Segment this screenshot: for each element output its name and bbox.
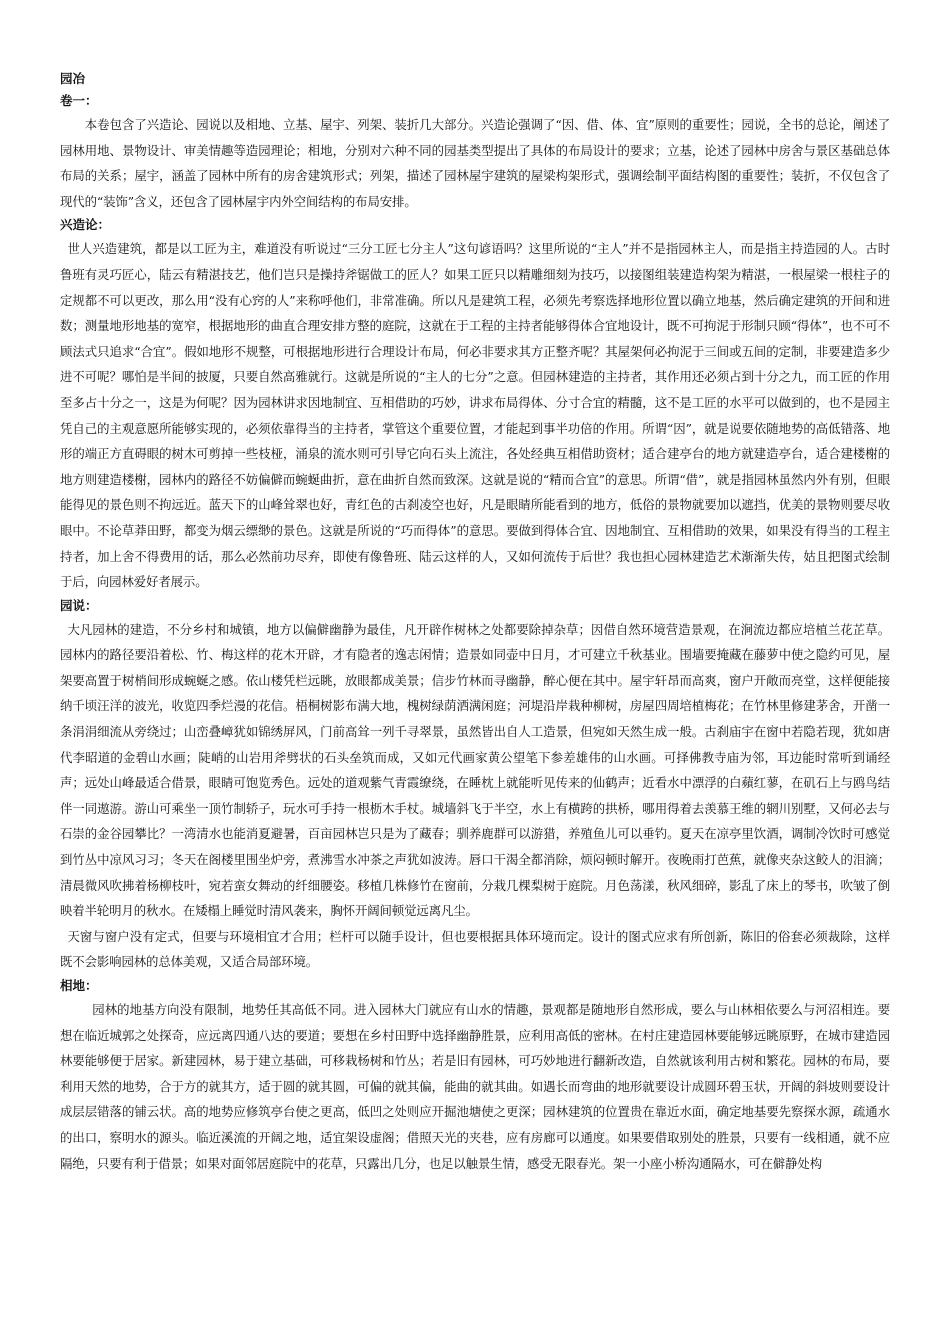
section-xiangdi — [60, 975, 890, 1176]
section-xingzaolun — [60, 214, 890, 594]
section-yuanshuo — [60, 595, 890, 975]
section-juan-yi — [60, 90, 890, 214]
section-heading: 兴造论： — [60, 217, 111, 233]
body-paragraph: 世人兴造建筑，都是以工匠为主，难道没有听说过“三分工匠七分主人”这句谚语吗？这里所说的“主人”并不是指园林主人，而是指主持造园的人。古时鲁班有灵巧匠心，陆云有精湛技艺，他们岂只是操持斧锯做工的匠人？如果工匠只以精雕细刻为技巧，以接图组装建造构架为精湛，一根屋梁一根柱子的定规都不可以更改，那么用“没有心窍的人”来称呼他们，非常准确。所以凡是建筑工程，必须先考察选择地形位置以确立地基，然后确定建筑的开间和进数；测量地形地基的宽窄，根据地形的曲直合理安排方整的庭院，这就在于工程的主持者能够得体合宜地设计，既不可拘泥于形制只顾“得体”，也不可不顾法式只追求“合宜”。假如地形不规整，可根据地形进行合理设计布局，何必非要求其方正整齐呢？其屋架何必拘泥于三间或五间的定制，非要建造多少进不可呢？哪怕是半间的披厦，只要自然高雅就行。这就是所说的“主人的七分”之意。但园林建造的主持者，其作用还必须占到十分之九，而工匠的作用至多占十分之一，这是为何呢？因为园林讲求因地制宜、互相借助的巧妙，讲求布局得体、分寸合宜的精髓，这不是工匠的水平可以做到的，也不是园主凭自己的主观意愿所能够实现的，必须依靠得当的主持者，掌管这个重要位置，才能起到事半功倍的作用。所谓“因”，就是说要依随地势的高低错落、地形的端正方直碍眼的树木可剪掉一些枝桠，涌泉的流水则可引导它向石头上流注，各处经典互相借助资材；适合建亭台的地方就建造亭台，适合建楼榭的地方则建造楼榭，园林内的路径不妨偏僻而蜿蜒曲折，意在曲折自然而致深。这就是说的“精而合宜”的意思。所谓“借”，就是指园林虽然内外有别，但眼能得见的景色则不拘远近。蓝天下的山峰耸翠也好，青红色的古刹凌空也好，凡是眼睛所能看到的地方，低俗的景物就要加以遮挡，优美的景物则要尽收眼中。不论草莽田野，都变为烟云缥缈的景色。这就是所说的“巧而得体”的意思。要做到得体合宜、因地制宜、互相借助的效果，如果没有得当的工程主持者，加上舍不得费用的话，那么必然前功尽弃，即使有像鲁班、陆云这样的人，又如何流传于后世？我也担心园林建造艺术渐渐失传，姑且把图式绘制于后，向园林爱好者展示。 — [60, 241, 891, 590]
body-paragraph: 园林的地基方向没有限制，地势任其高低不同。进入园林大门就应有山水的情趣，景观都是随地形自然形成，要么与山林相依要么与河沼相连。要想在临近城郭之处探奇，应远离四通八达的要道；要想在乡村田野中选择幽静胜景，应利用高低的密林。在村庄建造园林要能够远眺原野，在城市建造园林要能够便于居家。新建园林，易于建立基础，可移栽杨树和竹丛；若是旧有园林，可巧妙地进行翻新改造，自然就该利用古树和繁花。园林的布局，要利用天然的地势，合于方的就其方，适于圆的就其圆，可偏的就其偏，能曲的就其曲。如遇长而弯曲的地形就要设计成圆环碧玉状，开阔的斜坡则要设计成层层错落的铺云状。高的地势应修筑亭台使之更高，低凹之处则应开掘池塘使之更深；园林建筑的位置贵在靠近水面，确定地基要先察探水源，疏通水的出口，察明水的源头。临近溪流的开阔之地，适宜架设虚阁；借照天光的夹巷，应有房廊可以通度。如果要借取别处的胜景，只要有一线相通，就不应隔绝，只要有利于借景；如果对面邻居庭院中的花草，只露出几分，也足以触景生情，感受无限春光。架一小座小桥沟通隔水，可在僻静处构 — [60, 1002, 890, 1171]
body-paragraph: 本卷包含了兴造论、园说以及相地、立基、屋宇、列架、装折几大部分。兴造论强调了“因、借、体、宜”原则的重要性；园说，全书的总论，阐述了园林用地、景物设计、审美情趣等造园理论；相地，分别对六种不同的园基类型提出了具体的布局设计的要求；立基，论述了园林中房舍与景区基础总体布局的关系；屋宇，涵盖了园林中所有的房舍建筑形式；列架，描述了园林屋宇建筑的屋梁构架形式，强调绘制平面结构图的重要性；装折，不仅包含了现代的“装饰”含义，还包含了园林屋宇内外空间结构的布局安排。 — [60, 117, 890, 209]
body-paragraph: 天窗与窗户没有定式，但要与环境相宜才合用；栏杆可以随手设计，但也要根据具体环境而定。设计的图式应求有所创新，陈旧的俗套必须裁除，这样既不会影响园林的总体美观，又适合局部环境。 — [60, 928, 890, 970]
body-paragraph: 大凡园林的建造，不分乡村和城镇，地方以偏僻幽静为最佳，凡开辟作树林之处都要除掉杂草；因借自然环境营造景观，在涧流边都应培植兰花芷草。园林内的路径要沿着松、竹、梅这样的花木开辟，才有隐者的逸志闲情；造景如同壶中日月，才可建立千秋基业。围墙要掩藏在藤萝中使之隐约可见，屋架要高置于树梢间形成蜿蜒之感。依山楼凭栏远眺，放眼都成美景；信步竹林而寻幽静，醉心便在其中。屋宇轩昂而高爽，窗户开敞而亮堂，这样便能接纳千顷汪洋的波光，收览四季烂漫的花信。梧桐树影布满大地，槐树绿荫洒满闲庭；河堤沿岸栽种柳树，房屋四周培植梅花；在竹林里修建茅舍，开凿一条涓涓细流从旁绕过；山峦叠嶂犹如锦绣屏风，门前高耸一列千寻翠景，虽然皆出自人工造景，但宛如天然生成一般。古刹庙宇在窗中若隐若现，犹如唐代李昭道的金碧山水画；陡峭的山岩用斧劈状的石头垒筑而成，又如元代画家黄公望笔下参差雄伟的山水画。可择佛教寺庙为邻，耳边能时常听到诵经声；远处山峰最适合借景，眼睛可饱览秀色。远处的道观紫气青霞缭绕，在睡枕上就能听见传来的仙鹤声；近看水中漂浮的白蘋红蓼，在矶石上与鸥鸟结伴一同遨游。游山可乘坐一顶竹制轿子，玩水可手持一根枥木手杖。城墙斜飞于半空，水上有横跨的拱桥，哪用得着去羡慕王维的辋川别墅，又何必去与石崇的金谷园攀比？一湾清水也能消夏避暑，百亩园林岂只是为了藏春；驯养鹿群可以游猎，养殖鱼儿可以垂钓。夏天在凉亭里饮酒，调制冷饮时可感觉到竹丛中凉风习习；冬天在阁楼里围坐炉旁，煮沸雪水冲茶之声犹如波涛。唇口干渴全都消除，烦闷顿时解开。夜晚雨打芭蕉，就像夹杂这鲛人的泪滴；清晨微风吹拂着杨柳枝叶，宛若蛮女舞动的纤细腰姿。移植几株修竹在窗前，分栽几棵梨树于庭院。月色荡漾，秋风细碎，影乱了床上的琴书，吹皱了倒映着半轮明月的秋水。在矮榻上睡觉时清风袭来，胸怀开阔间顿觉远离凡尘。 — [60, 621, 890, 919]
section-heading: 园说： — [60, 597, 98, 613]
document-title: 园冶 — [60, 71, 86, 86]
section-heading: 卷一： — [60, 93, 98, 108]
section-heading: 相地： — [60, 978, 98, 993]
